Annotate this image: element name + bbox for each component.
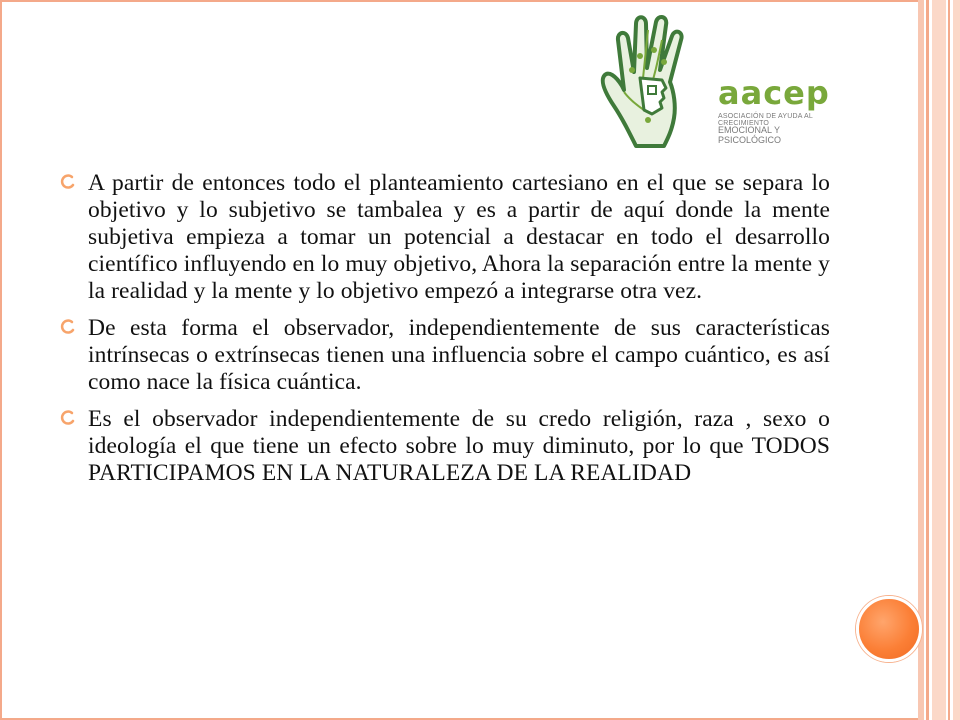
hand-logo-icon	[578, 10, 718, 150]
bullet-icon	[60, 410, 76, 426]
decor-stripe	[932, 0, 946, 720]
logo-wordmark: aacep	[718, 74, 830, 112]
bullet-icon	[60, 174, 76, 190]
decor-stripe	[926, 0, 929, 720]
bullet-icon	[60, 319, 76, 335]
bullet-text: A partir de entonces todo el planteamiento cartesiano en el que se separa lo objetivo y lo subjetivo se tambalea y es a partir de aquí donde la mente subjetiva empieza a tomar un potencial a destacar en todo el desarrollo científico influyendo en lo muy objetivo, Ahora la separación entre la mente y la realidad y la mente y lo objetivo empezó a integrarse otra vez.	[88, 170, 830, 304]
bullet-item	[60, 406, 830, 487]
bullet-item	[60, 170, 830, 305]
decor-stripe	[948, 0, 950, 720]
bullet-list	[60, 170, 830, 497]
decorative-circle	[856, 596, 922, 662]
bullet-text: Es el observador independientemente de su credo religión, raza , sexo o ideología el que tiene un efecto sobre lo muy diminuto, por lo que TODOS PARTICIPAMOS EN LA NATURALEZA DE LA REALIDAD	[88, 406, 830, 486]
logo-subtitle: EMOCIONAL Y PSICOLÓGICO	[718, 125, 782, 145]
aacep-logo	[578, 10, 843, 150]
logo-subtitle: ASOCIACIÓN DE AYUDA AL CRECIMIENTO	[718, 113, 813, 127]
decor-stripe	[918, 0, 924, 720]
decor-stripe	[953, 0, 960, 720]
bullet-item	[60, 315, 830, 396]
bullet-text: De esta forma el observador, independientemente de sus características intrínsecas o extrínsecas tienen una influencia sobre el campo cuántico, es así como nace la física cuántica.	[88, 315, 830, 395]
